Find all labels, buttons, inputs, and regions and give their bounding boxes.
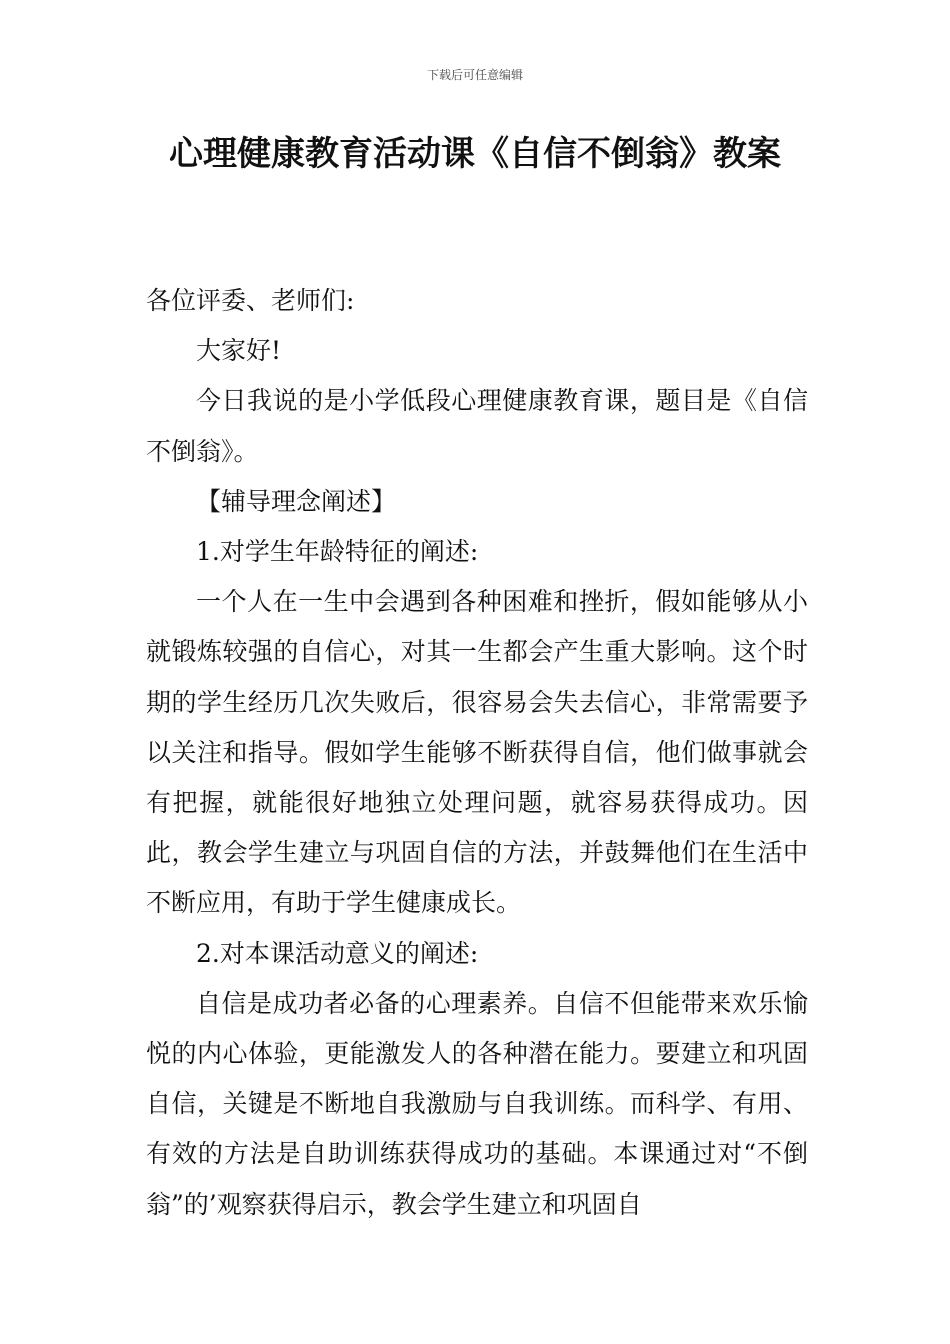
document-body — [146, 276, 808, 1230]
paragraph-age-features: 一个人在一生中会遇到各种困难和挫折，假如能够从小就锻炼较强的自信心，对其一生都会产生重大影响。这个时期的学生经历几次失败后，很容易会失去信心，非常需要予以关注和指导。假如学生能够不断获得自信，他们做事就会有把握，就能很好地独立处理问题，就容易获得成功。因此，教会学生建立与巩固自信的方法，并鼓舞他们在生活中不断应用，有助于学生健康成长。 — [146, 587, 808, 918]
section-heading: 【辅导理念阐述】 — [196, 486, 397, 516]
paragraph-activity-meaning: 自信是成功者必备的心理素养。自信不但能带来欢乐愉悦的内心体验，更能激发人的各种潜在能力。要建立和巩固自信，关键是不断地自我激励与自我训练。而科学、有用、有效的方法是自助训练获得成功的基础。本课通过对“不倒翁”的’观察获得启示，教会学生建立和巩固自 — [146, 988, 808, 1219]
paragraph-greeting: 大家好! — [196, 336, 282, 366]
document-title: 心理健康教育活动课《自信不倒翁》教案 — [169, 134, 781, 174]
subheading-activity-meaning: 2.对本课活动意义的阐述: — [196, 938, 479, 968]
subheading-age-features: 1.对学生年龄特征的阐述: — [196, 537, 479, 567]
paragraph-topic: 今日我说的是小学低段心理健康教育课，题目是《自信不倒翁》。 — [146, 386, 808, 466]
header-note: 下载后可任意编辑 — [426, 68, 523, 82]
paragraph-salutation: 各位评委、老师们: — [146, 286, 355, 315]
